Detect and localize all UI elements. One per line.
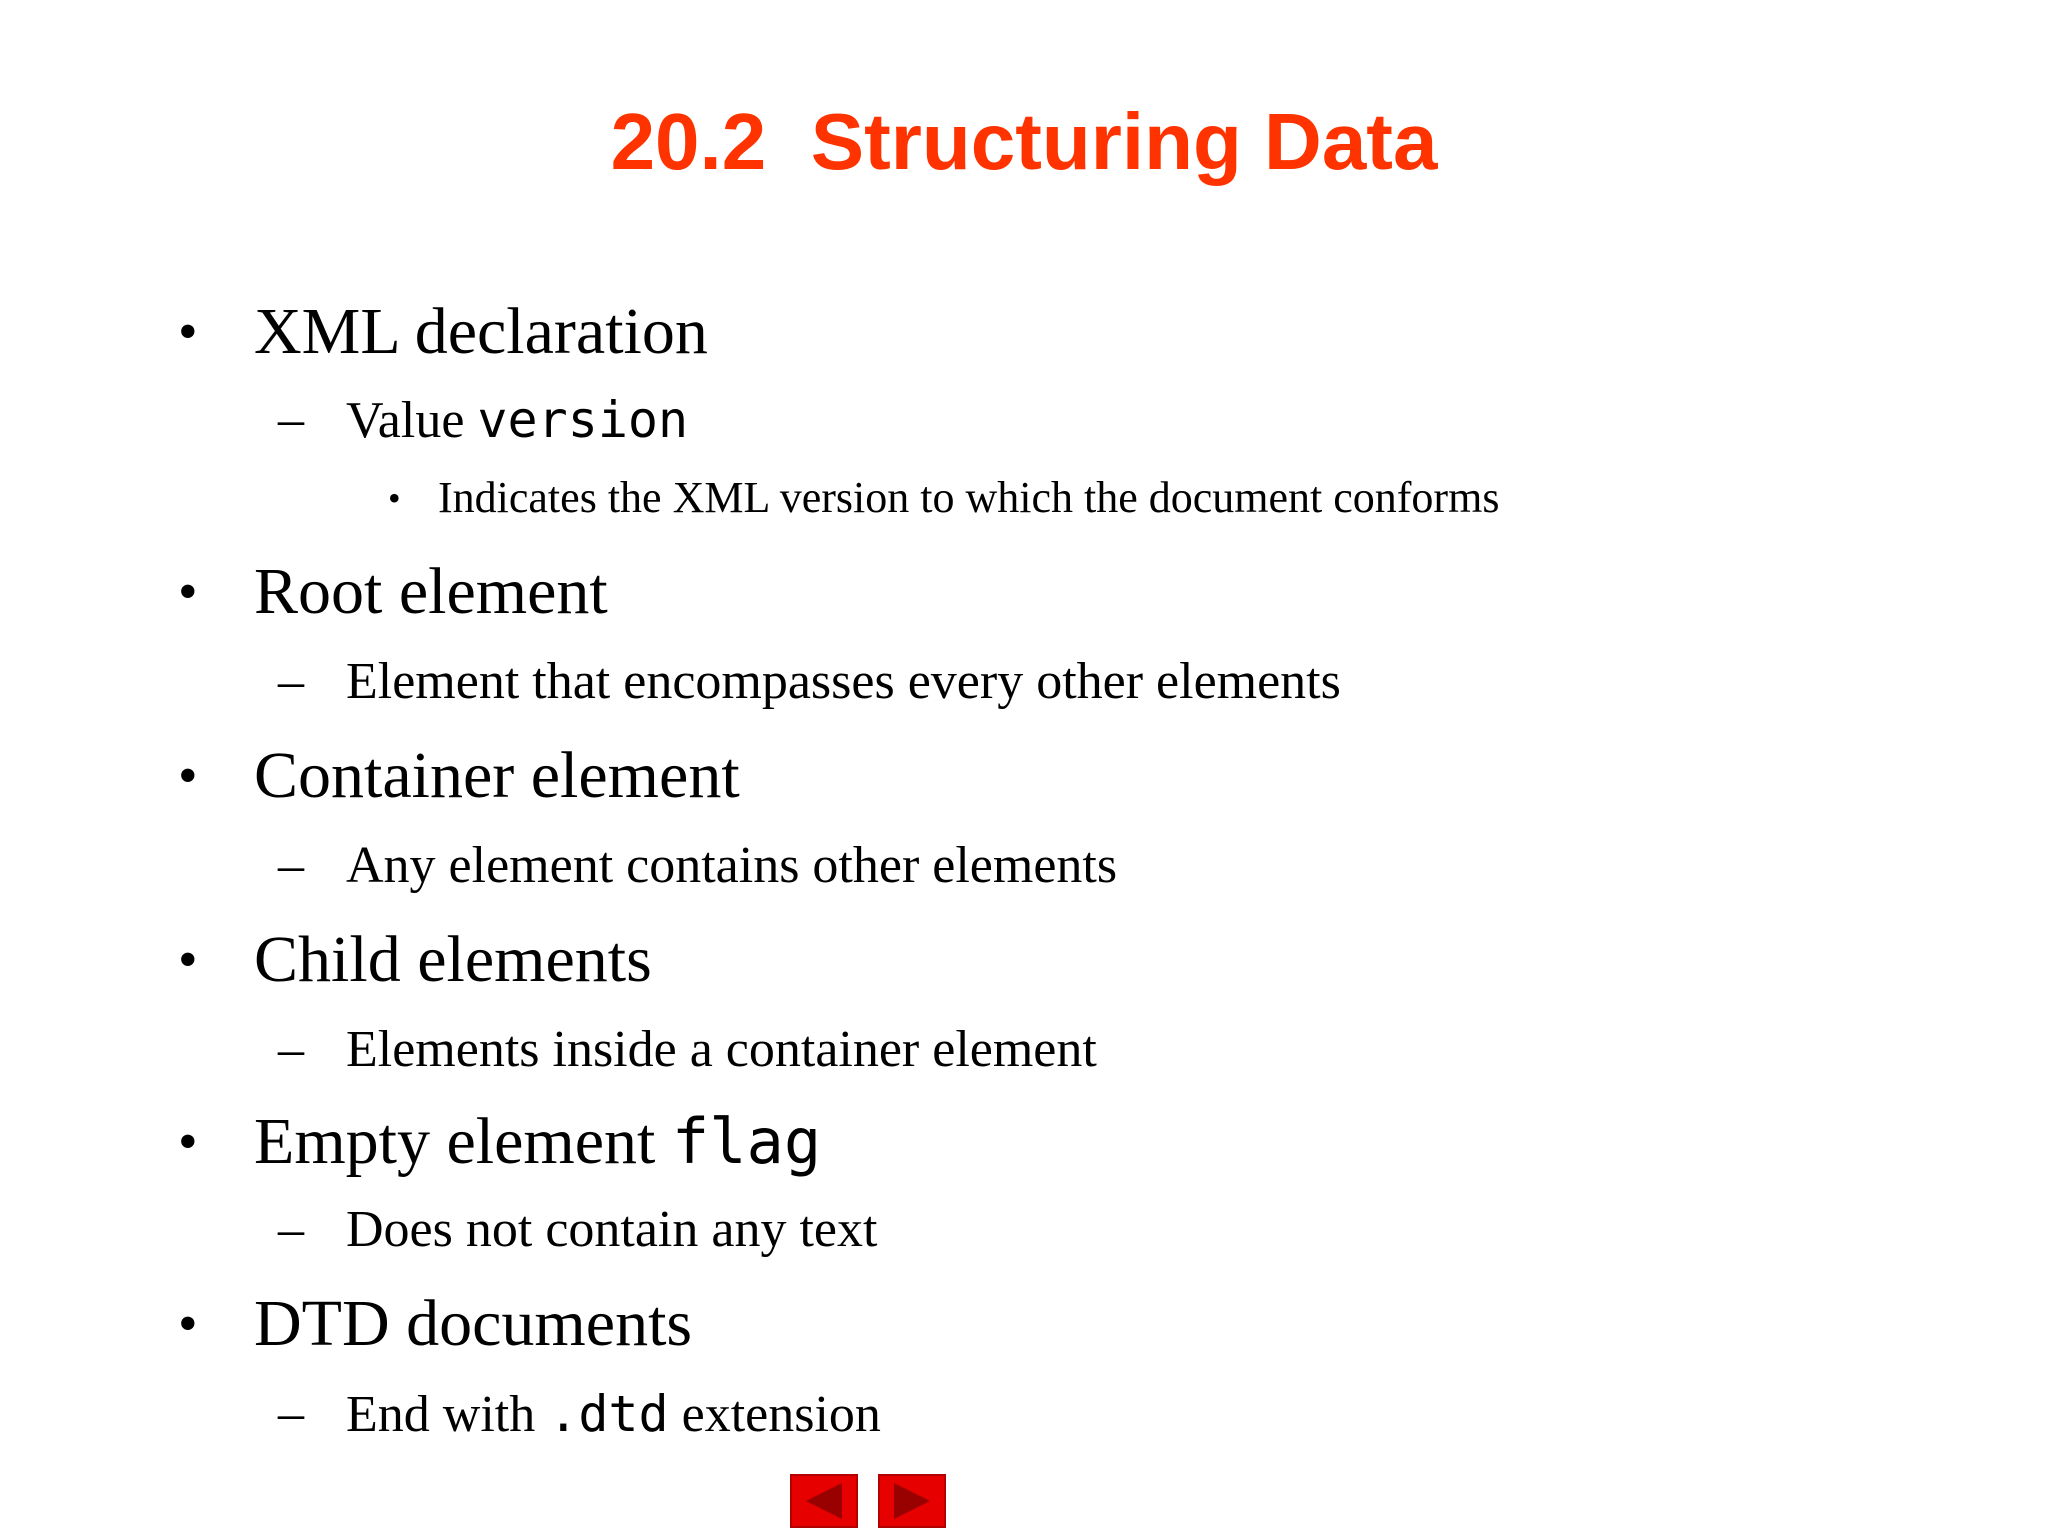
- prev-slide-button[interactable]: [790, 1474, 858, 1528]
- code-flag: flag: [671, 1105, 822, 1178]
- subitem-text: Element that encompasses every other elements: [346, 653, 1341, 710]
- code-version: version: [477, 391, 689, 449]
- next-slide-button[interactable]: [878, 1474, 946, 1528]
- subitem-encompasses: [278, 650, 1341, 714]
- bullet-icon: •: [178, 1293, 198, 1355]
- bullet-item-container-element: [178, 736, 740, 816]
- code-dtd: .dtd: [548, 1385, 669, 1443]
- slide-title: 20.2 Structuring Data: [610, 97, 1438, 186]
- dash-icon: –: [278, 837, 304, 894]
- bullet-item-xml-declaration: [178, 292, 708, 372]
- bullet-item-root-element: [178, 552, 608, 632]
- bullet-icon: •: [178, 745, 198, 807]
- dash-icon: –: [278, 1021, 304, 1078]
- subsubitem-indicates-version: [388, 470, 1500, 526]
- bullet-prefix: Empty element: [254, 1105, 672, 1178]
- subitem-suffix: extension: [668, 1386, 881, 1443]
- bullet-item-dtd-documents: [178, 1284, 693, 1364]
- subitem-text: Does not contain any text: [346, 1201, 878, 1258]
- dash-icon: –: [278, 1385, 304, 1442]
- subitem-value-version: [278, 388, 689, 453]
- bullet-icon: •: [178, 561, 198, 623]
- subitem-no-text: [278, 1198, 878, 1262]
- dash-icon: –: [278, 1201, 304, 1258]
- bullet-icon: •: [178, 301, 198, 363]
- dash-icon: –: [278, 653, 304, 710]
- bullet-item-child-elements: [178, 920, 652, 1000]
- dash-icon: –: [278, 391, 304, 448]
- subitem-prefix: Value: [346, 392, 478, 449]
- bullet-icon: •: [178, 929, 198, 991]
- bullet-icon: •: [178, 1111, 198, 1173]
- subitem-inside-container: [278, 1018, 1097, 1082]
- subitem-dtd-extension: [278, 1382, 881, 1447]
- bullet-item-empty-element: [178, 1102, 822, 1182]
- arrow-right-icon: [878, 1474, 946, 1528]
- subitem-text: Elements inside a container element: [346, 1021, 1097, 1078]
- subitem-contains-others: [278, 834, 1118, 898]
- bullet-text: Root element: [254, 555, 608, 628]
- bullet-text: Container element: [254, 739, 740, 812]
- arrow-left-icon: [790, 1474, 858, 1528]
- subsubitem-text: Indicates the XML version to which the document conforms: [438, 473, 1500, 522]
- subitem-text: Any element contains other elements: [346, 837, 1118, 894]
- bullet-text: DTD documents: [254, 1287, 693, 1360]
- bullet-text: XML declaration: [254, 295, 708, 368]
- subitem-prefix: End with: [346, 1386, 549, 1443]
- bullet-text: Child elements: [254, 923, 652, 996]
- bullet-icon: •: [388, 478, 401, 518]
